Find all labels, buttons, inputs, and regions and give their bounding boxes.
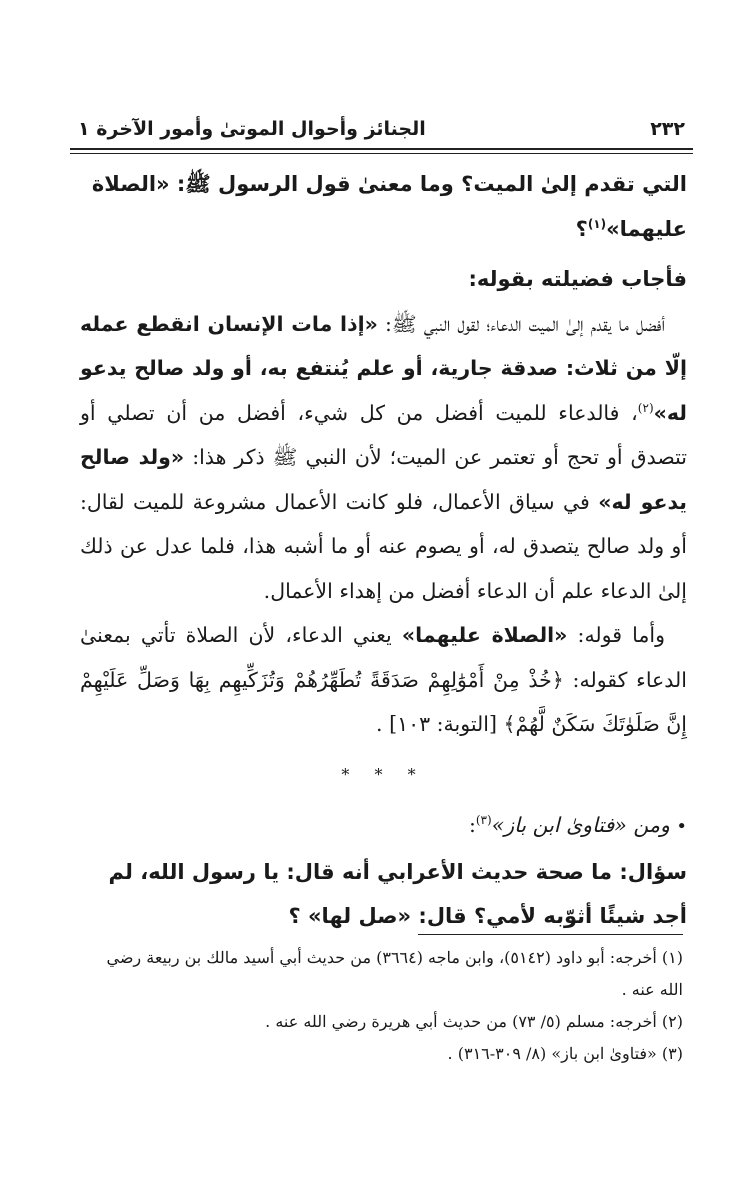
question-1 xyxy=(80,162,687,251)
hadith-quote-1: «إذا مات الإنسان انقطع عمله إلّا من ثلاث: صدقة جارية، أو علم يُنتفع به، أو ولد صالح يدعو له» xyxy=(80,311,687,425)
footnote-1: (١) أخرجه: أبو داود (٥١٤٢)، وابن ماجه (٣٦٦٤) من حديث أبي أسيد مالك بن ربيعة رضي الله عنه . xyxy=(106,948,683,999)
answer-intro: فأجاب فضيلته بقوله: xyxy=(468,267,687,291)
verse-citation: [التوبة: ١٠٣] . xyxy=(376,712,504,736)
para1-text-1: أفضل ما يقدم إلىٰ الميت الدعاء؛ لقول النبي ﷺ: xyxy=(377,311,665,336)
hadith-quote-2: «ولد صالح يدعو له» xyxy=(80,445,687,514)
fatawa-heading-text: ومن «فتاوىٰ ابن باز» xyxy=(491,813,670,837)
header-rule-thin xyxy=(70,153,693,154)
header-rule-thick xyxy=(70,148,693,150)
footnote-ref-1: (١) xyxy=(587,216,607,231)
question-2-line1: سؤال: ما صحة حديث الأعرابي أنه قال: يا رسول الله، لم xyxy=(108,859,687,884)
para2-text-2: يعني الدعاء، لأن الصلاة تأتي بمعنىٰ الدعاء كقوله: xyxy=(80,623,687,692)
para2-text-1: وأما قوله: xyxy=(567,623,666,647)
footnote-3: (٣) «فتاوىٰ ابن باز» (٨/ ٣٠٩-٣١٦) . xyxy=(447,1044,683,1063)
quoted-phrase: «الصلاة عليهما» xyxy=(401,623,568,647)
footnote-ref-2: (٢) xyxy=(637,400,654,415)
footnotes xyxy=(80,942,683,1070)
page-body xyxy=(80,162,687,939)
fatawa-heading-end: : xyxy=(468,813,476,837)
page-header xyxy=(78,112,685,146)
answer-paragraph-1 xyxy=(80,302,687,614)
quran-verse: ﴿خُذْ مِنْ أَمْوَٰلِهِمْ صَدَقَةً تُطَهِّرُهُمْ وَتُزَكِّيهِم بِهَا وَصَلِّ عَلَيْهِمْ إِنَّ صَلَوٰتَكَ سَكَنٌ لَّهُمْ﴾ xyxy=(80,667,687,736)
answer-paragraph-2 xyxy=(80,613,687,747)
footnote-2: (٢) أخرجه: مسلم (٥/ ٧٣) من حديث أبي هريرة رضي الله عنه . xyxy=(265,1012,683,1031)
question-1-end: ؟ xyxy=(575,216,588,241)
para1-text-2: ، فالدعاء للميت أفضل من كل شيء، أفضل من أن تصلي أو تتصدق أو تحج أو تعتمر عن الميت؛ لأن النبي ﷺ ذكر هذا: xyxy=(80,400,687,469)
bullet-icon: • xyxy=(676,816,687,837)
question-2 xyxy=(80,850,687,939)
footnote-rule xyxy=(418,934,683,935)
page-number: ٢٣٢ xyxy=(650,118,685,140)
section-separator: * * * xyxy=(341,764,426,784)
chapter-title: الجنائز وأحوال الموتىٰ وأمور الآخرة ١ xyxy=(78,118,426,140)
question-1-line2: عليهما» xyxy=(606,216,687,241)
para1-text-3: في سياق الأعمال، فلو كانت الأعمال مشروعة للميت لقال: أو ولد صالح يتصدق له، أو يصوم عنه أو ما أشبه هذا، فلما عدل عن ذلك إلىٰ الدعاء علم أن الدعاء أفضل من إهداء الأعمال. xyxy=(80,489,687,603)
footnote-ref-3: (٣) xyxy=(475,813,492,828)
fatawa-heading xyxy=(80,803,687,850)
question-2-line2: أجد شيئًا أثوّبه لأمي؟ قال: «صل لها» ؟ xyxy=(288,904,687,928)
question-1-line1: التي تقدم إلىٰ الميت؟ وما معنىٰ قول الرسول ﷺ: «الصلاة xyxy=(91,172,687,196)
